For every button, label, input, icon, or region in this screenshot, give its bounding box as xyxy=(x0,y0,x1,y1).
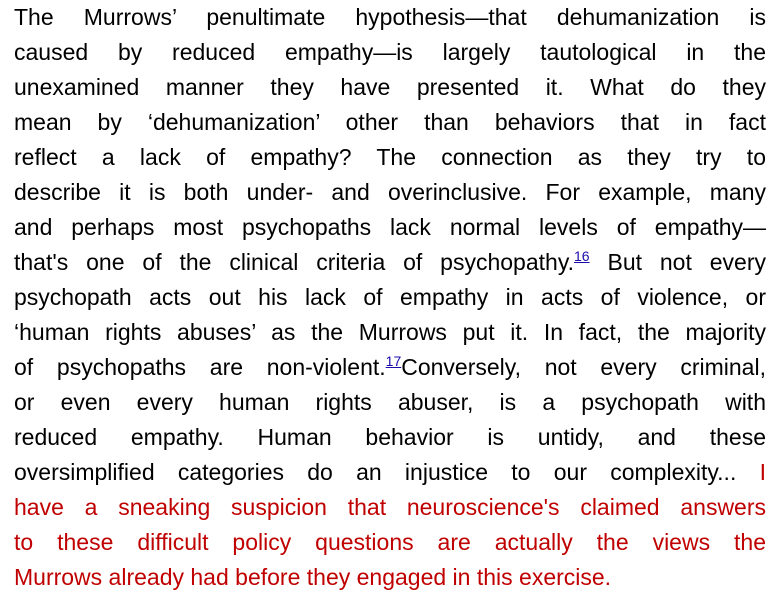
text-line: reflect a lack of empathy? The connection as they try to xyxy=(14,144,766,170)
text-line: and perhaps most psychopaths lack normal levels of empathy— xyxy=(14,214,766,240)
footnote-ref-16 xyxy=(574,248,590,264)
document-body xyxy=(14,0,766,595)
text-line: describe it is both under- and overinclusive. For example, many xyxy=(14,179,766,205)
highlighted-text: I xyxy=(736,459,766,485)
footnote-ref-17 xyxy=(386,353,402,369)
text-line xyxy=(14,245,766,280)
text-line: mean by ‘dehumanization’ other than behaviors that in fact xyxy=(14,109,766,135)
highlighted-text-line: have a sneaking suspicion that neuroscience's claimed answers xyxy=(14,494,766,520)
text-line xyxy=(14,455,766,490)
footnote-link[interactable]: 16 xyxy=(574,248,590,264)
quoted-paragraph xyxy=(14,0,766,595)
highlighted-text-line: Murrows already had before they engaged in this exercise. xyxy=(14,564,612,590)
text-line: or even every human rights abuser, is a psychopath with xyxy=(14,389,766,415)
text-line: unexamined manner they have presented it. What do they xyxy=(14,74,766,100)
footnote-link[interactable]: 17 xyxy=(385,353,402,369)
text-line: reduced empathy. Human behavior is untidy, and these xyxy=(14,424,766,450)
text-segment: oversimplified categories do an injustice to our complexity... xyxy=(14,459,737,485)
text-line: ‘human rights abuses’ as the Murrows put it. In fact, the majority xyxy=(14,319,766,345)
text-line: caused by reduced empathy—is largely tautological in the xyxy=(14,39,766,65)
text-line xyxy=(14,350,766,385)
text-segment: of psychopaths are non-violent. xyxy=(14,354,386,380)
text-segment: But not every xyxy=(589,249,766,275)
text-segment: Conversely, not every criminal, xyxy=(401,354,766,380)
highlighted-text-line: to these difficult policy questions are actually the views the xyxy=(14,529,766,555)
text-line: psychopath acts out his lack of empathy in acts of violence, or xyxy=(14,284,766,310)
text-line: The Murrows’ penultimate hypothesis—that dehumanization is xyxy=(14,4,766,30)
text-segment: that's one of the clinical criteria of psychopathy. xyxy=(14,249,575,275)
